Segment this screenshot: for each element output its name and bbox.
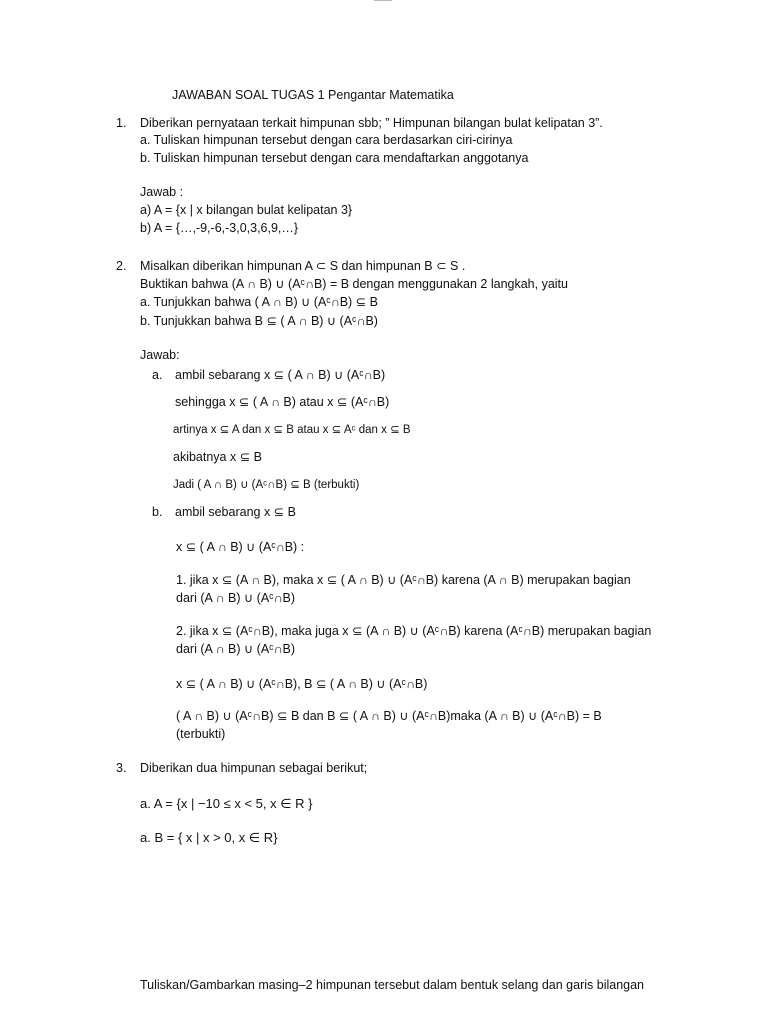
q2-b-line2: x ⊆ ( A ∩ B) ∪ (Aᶜ∩B) :	[176, 540, 305, 554]
q1-number: 1.	[116, 116, 127, 130]
q1-statement: Diberikan pernyataan terkait himpunan sbb; ” Himpunan bilangan bulat kelipatan 3”.	[140, 116, 603, 130]
q2-b-line6a: ( A ∩ B) ∪ (Aᶜ∩B) ⊆ B dan B ⊆ ( A ∩ B) ∪ (Aᶜ∩B)maka (A ∩ B) ∪ (Aᶜ∩B) = B	[176, 709, 602, 723]
q2-b-line6b: (terbukti)	[176, 727, 226, 741]
q2-part-b: b. Tunjukkan bahwa B ⊆ ( A ∩ B) ∪ (Aᶜ∩B)	[140, 314, 378, 328]
q1-answer-a: a) A = {x | x bilangan bulat kelipatan 3}	[140, 203, 353, 217]
q2-b-line1: ambil sebarang x ⊆ B	[175, 505, 296, 519]
q2-a-line2: sehingga x ⊆ ( A ∩ B) atau x ⊆ (Aᶜ∩B)	[175, 395, 390, 409]
q3-statement: Diberikan dua himpunan sebagai berikut;	[140, 761, 368, 775]
q2-a-line4: akibatnya x ⊆ B	[173, 450, 262, 464]
q2-a-line5: Jadi ( A ∩ B) ∪ (Aᶜ∩B) ⊆ B (terbukti)	[173, 479, 360, 491]
q2-jawab: Jawab:	[140, 348, 180, 362]
q2-b-line5: x ⊆ ( A ∩ B) ∪ (Aᶜ∩B), B ⊆ ( A ∩ B) ∪ (Aᶜ∩B)	[176, 677, 428, 691]
q2-b-label: b.	[152, 505, 163, 519]
q2-b-line4b: dari (A ∩ B) ∪ (Aᶜ∩B)	[176, 642, 296, 656]
q2-prove: Buktikan bahwa (A ∩ B) ∪ (Aᶜ∩B) = B dengan menggunakan 2 langkah, yaitu	[140, 277, 568, 291]
q1-part-b: b. Tuliskan himpunan tersebut dengan cara mendaftarkan anggotanya	[140, 151, 529, 165]
q1-answer-b: b) A = {…,-9,-6,-3,0,3,6,9,…}	[140, 221, 299, 235]
q2-b-line3b: dari (A ∩ B) ∪ (Aᶜ∩B)	[176, 591, 296, 605]
q2-a-label: a.	[152, 368, 163, 382]
q3-task: Tuliskan/Gambarkan masing–2 himpunan tersebut dalam bentuk selang dan garis bilangan	[140, 978, 645, 992]
q2-a-line3: artinya x ⊆ A dan x ⊆ B atau x ⊆ Aᶜ dan x ⊆ B	[173, 424, 411, 436]
q2-b-line4a: 2. jika x ⊆ (Aᶜ∩B), maka juga x ⊆ (A ∩ B) ∪ (Aᶜ∩B) karena (Aᶜ∩B) merupakan bagian	[176, 624, 652, 638]
q2-part-a: a. Tunjukkan bahwa ( A ∩ B) ∪ (Aᶜ∩B) ⊆ B	[140, 295, 378, 309]
q1-jawab: Jawab :	[140, 185, 184, 199]
q2-b-line3a: 1. jika x ⊆ (A ∩ B), maka x ⊆ ( A ∩ B) ∪ (Aᶜ∩B) karena (A ∩ B) merupakan bagian	[176, 573, 631, 587]
q3-set-a: a. A = {x | −10 ≤ x < 5, x ∈ R }	[140, 796, 313, 811]
q3-number: 3.	[116, 761, 127, 775]
q3-set-b: a. B = { x | x > 0, x ∈ R}	[140, 830, 278, 845]
q2-statement: Misalkan diberikan himpunan A ⊂ S dan himpunan B ⊂ S .	[140, 259, 466, 273]
q2-number: 2.	[116, 259, 127, 273]
page-top-mark	[374, 0, 392, 1]
q2-a-line1: ambil sebarang x ⊆ ( A ∩ B) ∪ (Aᶜ∩B)	[175, 368, 386, 382]
q1-part-a: a. Tuliskan himpunan tersebut dengan cara berdasarkan ciri-cirinya	[140, 133, 513, 147]
document-title: JAWABAN SOAL TUGAS 1 Pengantar Matematika	[172, 88, 454, 102]
